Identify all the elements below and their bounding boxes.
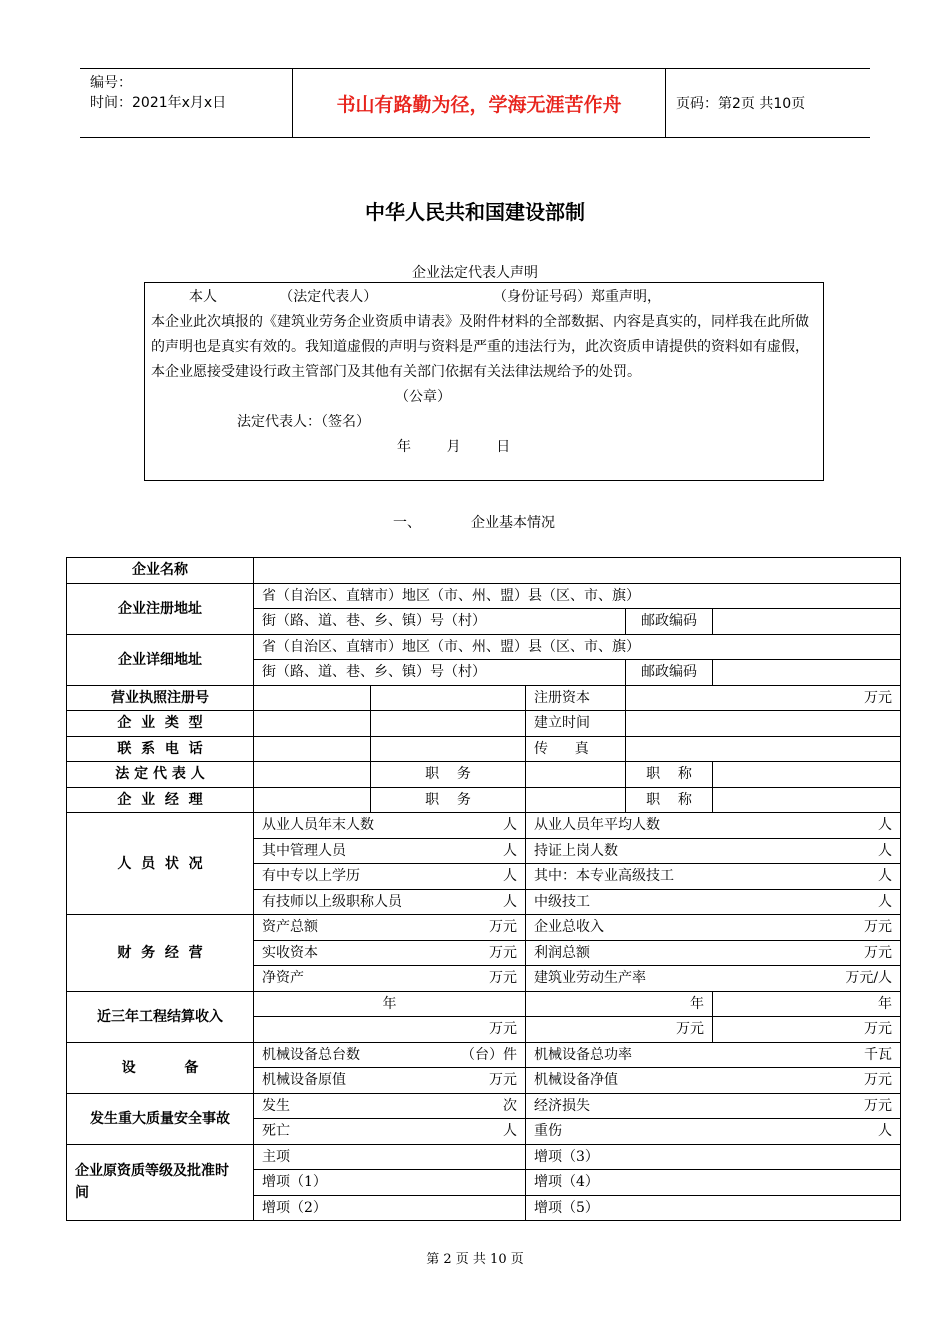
label-reg-postcode: 邮政编码 <box>626 609 713 635</box>
field-manager-title[interactable] <box>713 787 901 813</box>
field-income-amount2[interactable]: 万元 <box>526 1017 713 1043</box>
field-income-year2[interactable]: 年 <box>526 991 713 1017</box>
field-company-name[interactable] <box>254 558 901 584</box>
label-license-no: 营业执照注册号 <box>67 685 254 711</box>
label-equipment: 设 备 <box>67 1042 254 1093</box>
label-personnel: 人 员 状 况 <box>67 813 254 915</box>
label-legal-rep-title: 职 称 <box>626 762 713 788</box>
field-phone-b[interactable] <box>371 736 526 762</box>
label-detail-postcode: 邮政编码 <box>626 660 713 686</box>
field-license-no-a[interactable] <box>254 685 371 711</box>
field-legal-rep-position[interactable] <box>526 762 626 788</box>
field-company-type-b[interactable] <box>371 711 526 737</box>
field-detail-postcode[interactable] <box>713 660 901 686</box>
field-income-amount3[interactable]: 万元 <box>713 1017 901 1043</box>
label-legal-rep-position: 职 务 <box>371 762 526 788</box>
field-a-injury[interactable]: 重伤 人 <box>526 1119 901 1145</box>
field-q-add3[interactable]: 增项（3） <box>526 1144 901 1170</box>
label-company-type: 企 业 类 型 <box>67 711 254 737</box>
field-legal-rep-title[interactable] <box>713 762 901 788</box>
field-manager-position[interactable] <box>526 787 626 813</box>
field-company-type-a[interactable] <box>254 711 371 737</box>
label-finance: 财 务 经 营 <box>67 915 254 992</box>
label-phone: 联 系 电 话 <box>67 736 254 762</box>
declaration-body: 本企业此次填报的《建筑业劳务企业资质申请表》及附件材料的全部数据、内容是真实的，同样我在此所做的声明也是真实有效的。我知道虚假的声明与资料是严重的违法行为，此次资质申请提供的资料如有虚假，本企业愿接受建设行政主管部门及其他有关部门依据有关法律法规给予的处罚。 <box>151 314 809 380</box>
field-p-cert[interactable]: 持证上岗人数 人 <box>526 838 901 864</box>
field-income-year3[interactable]: 年 <box>713 991 901 1017</box>
header-motto: 书山有路勤为径，学海无涯苦作舟 <box>293 69 666 137</box>
field-q-main[interactable]: 主项 <box>254 1144 526 1170</box>
label-detail-address: 企业详细地址 <box>67 634 254 685</box>
label-reg-capital: 注册资本 <box>526 685 626 711</box>
field-reg-address-line1[interactable]: 省（自治区、直辖市）地区（市、州、盟）县（区、市、旗） <box>254 583 901 609</box>
field-q-add4[interactable]: 增项（4） <box>526 1170 901 1196</box>
label-manager-title: 职 称 <box>626 787 713 813</box>
declaration-seal: （公章） <box>395 389 451 405</box>
label-reg-address: 企业注册地址 <box>67 583 254 634</box>
section-heading <box>393 512 605 532</box>
declaration-line1: 本人 （法定代表人） （身份证号码）郑重声明， <box>189 289 662 305</box>
field-f-net[interactable]: 净资产 万元 <box>254 966 526 992</box>
label-income3: 近三年工程结算收入 <box>67 991 254 1042</box>
field-reg-capital[interactable]: 万元 <box>626 685 901 711</box>
field-phone-a[interactable] <box>254 736 371 762</box>
field-q-add5[interactable]: 增项（5） <box>526 1195 901 1221</box>
field-manager[interactable] <box>254 787 371 813</box>
number-label: 编号： <box>90 75 132 91</box>
field-p-edu[interactable]: 有中专以上学历 人 <box>254 864 526 890</box>
field-p-mid[interactable]: 中级技工 人 <box>526 889 901 915</box>
time-label: 时间：2021年x月x日 <box>90 95 227 111</box>
field-p-year-end[interactable]: 从业人员年末人数 人 <box>254 813 526 839</box>
field-f-prod[interactable]: 建筑业劳动生产率 万元/人 <box>526 966 901 992</box>
declaration-box <box>144 282 824 481</box>
field-detail-address-line2[interactable]: 街（路、道、巷、乡、镇）号（村） <box>254 660 626 686</box>
label-orig-qual: 企业原资质等级及批准时 间 <box>67 1144 254 1221</box>
field-p-tech[interactable]: 有技师以上级职称人员 人 <box>254 889 526 915</box>
field-f-assets[interactable]: 资产总额 万元 <box>254 915 526 941</box>
page-title: 中华人民共和国建设部制 <box>365 200 585 224</box>
field-p-mgmt[interactable]: 其中管理人员 人 <box>254 838 526 864</box>
label-accident: 发生重大质量安全事故 <box>67 1093 254 1144</box>
section-title: 企业基本情况 <box>471 515 555 531</box>
page-header <box>80 68 870 138</box>
field-income-amount1[interactable]: 万元 <box>254 1017 526 1043</box>
field-detail-address-line1[interactable]: 省（自治区、直辖市）地区（市、州、盟）县（区、市、旗） <box>254 634 901 660</box>
label-legal-rep: 法 定 代 表 人 <box>67 762 254 788</box>
field-license-no-b[interactable] <box>371 685 526 711</box>
declaration-signature: 法定代表人：（签名） <box>237 414 370 430</box>
header-meta <box>80 69 293 137</box>
field-a-death[interactable]: 死亡 人 <box>254 1119 526 1145</box>
field-established[interactable] <box>626 711 901 737</box>
field-reg-address-line2[interactable]: 街（路、道、巷、乡、镇）号（村） <box>254 609 626 635</box>
field-q-add1[interactable]: 增项（1） <box>254 1170 526 1196</box>
field-e-orig[interactable]: 机械设备原值 万元 <box>254 1068 526 1094</box>
label-company-name: 企业名称 <box>67 558 254 584</box>
field-f-income[interactable]: 企业总收入 万元 <box>526 915 901 941</box>
header-page-info: 页码：第2页 共10页 <box>676 96 806 112</box>
field-income-year1[interactable]: 年 <box>254 991 526 1017</box>
company-info-table <box>66 557 901 1221</box>
field-f-paid[interactable]: 实收资本 万元 <box>254 940 526 966</box>
field-f-profit[interactable]: 利润总额 万元 <box>526 940 901 966</box>
label-manager-position: 职 务 <box>371 787 526 813</box>
section-number: 一、 <box>393 515 421 531</box>
label-manager: 企 业 经 理 <box>67 787 254 813</box>
field-e-count[interactable]: 机械设备总台数 （台）件 <box>254 1042 526 1068</box>
field-a-occur[interactable]: 发生 次 <box>254 1093 526 1119</box>
field-fax[interactable] <box>626 736 901 762</box>
field-p-senior[interactable]: 其中：本专业高级技工 人 <box>526 864 901 890</box>
declaration-date: 年 月 日 <box>397 439 511 455</box>
field-e-netval[interactable]: 机械设备净值 万元 <box>526 1068 901 1094</box>
label-established: 建立时间 <box>526 711 626 737</box>
label-fax: 传 真 <box>526 736 626 762</box>
declaration-title: 企业法定代表人声明 <box>412 265 538 281</box>
field-e-power[interactable]: 机械设备总功率 千瓦 <box>526 1042 901 1068</box>
field-q-add2[interactable]: 增项（2） <box>254 1195 526 1221</box>
field-a-loss[interactable]: 经济损失 万元 <box>526 1093 901 1119</box>
field-p-year-avg[interactable]: 从业人员年平均人数 人 <box>526 813 901 839</box>
field-legal-rep[interactable] <box>254 762 371 788</box>
field-reg-postcode[interactable] <box>713 609 901 635</box>
page-footer: 第 2 页 共 10 页 <box>426 1252 524 1267</box>
